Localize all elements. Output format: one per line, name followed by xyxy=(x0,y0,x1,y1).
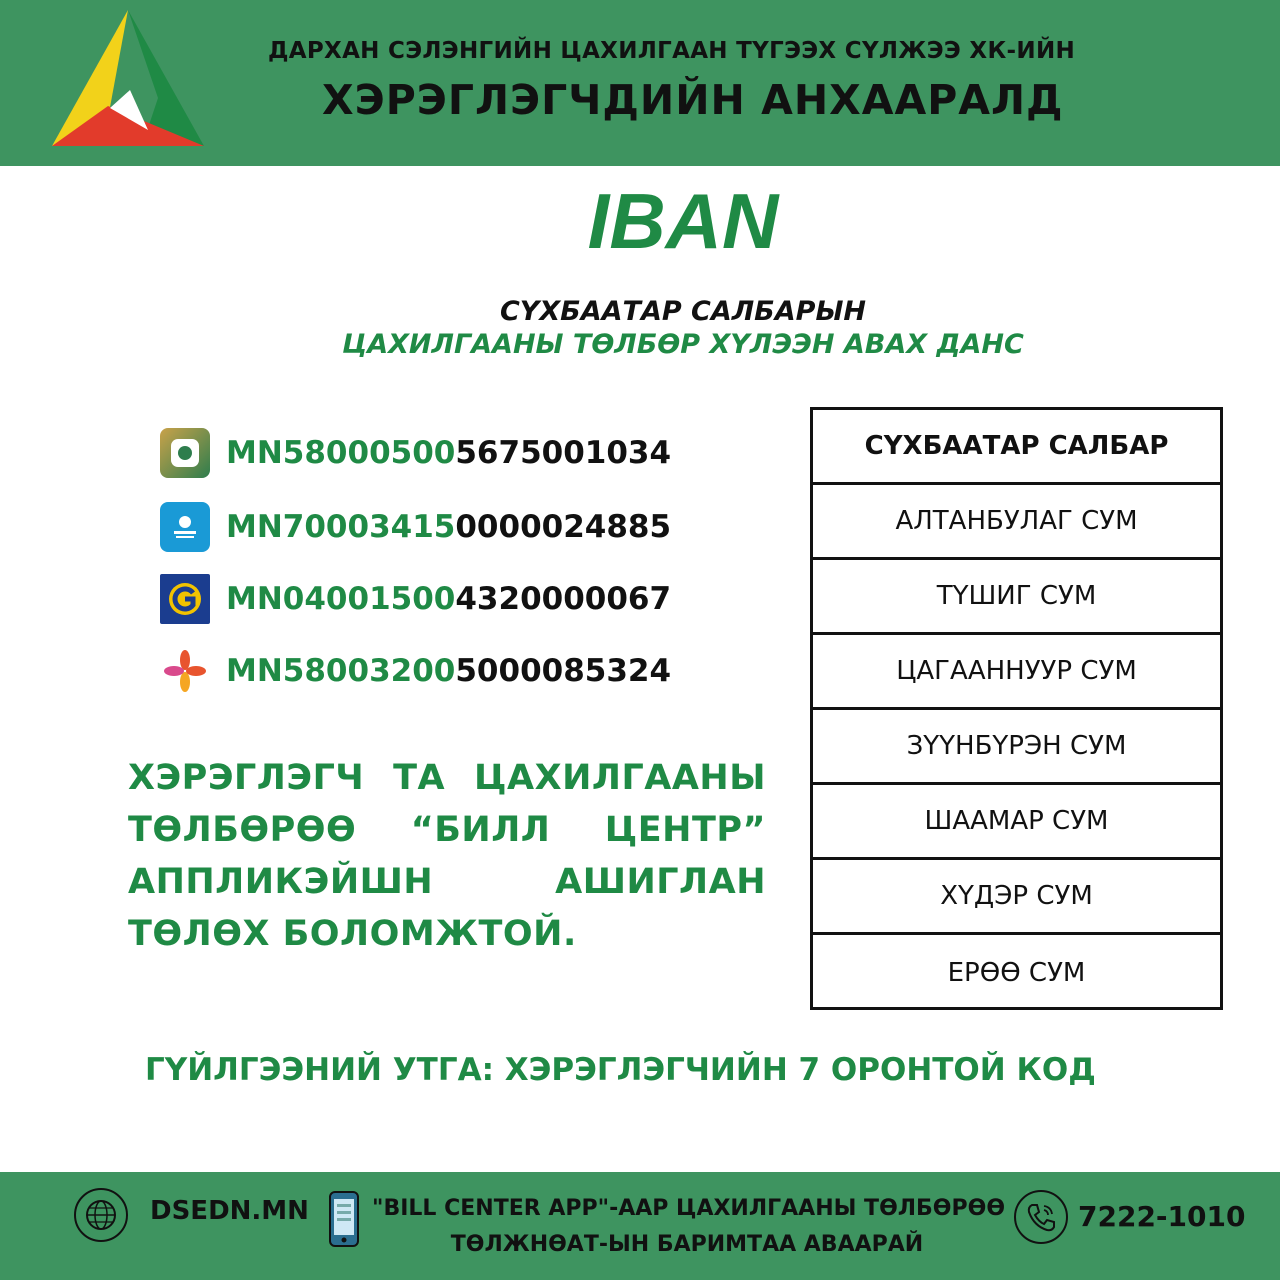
account-row xyxy=(160,574,671,624)
iban-number: MN700034150000024885 xyxy=(226,509,672,545)
table-header: СҮХБААТАР САЛБАР xyxy=(813,410,1220,485)
table-row: ТҮШИГ СУМ xyxy=(813,560,1220,635)
table-row: ЦАГААННУУР СУМ xyxy=(813,635,1220,710)
iban-heading: IBAN xyxy=(587,177,779,265)
website-link[interactable]: DSEDN.MN xyxy=(150,1196,309,1226)
subtitle-accounts: ЦАХИЛГААНЫ ТӨЛБӨР ХҮЛЭЭН АВАХ ДАНС xyxy=(342,329,1024,360)
golomt-bank-icon xyxy=(160,574,210,624)
table-row: ЗҮҮНБҮРЭН СУМ xyxy=(813,710,1220,785)
triangle-logo-icon xyxy=(48,8,208,152)
globe-icon xyxy=(72,1186,130,1244)
subtitle-branch: СҮХБААТАР САЛБАРЫН xyxy=(499,296,867,327)
company-name: ДАРХАН СЭЛЭНГИЙН ЦАХИЛГААН ТҮГЭЭХ СҮЛЖЭЭ ХК-ИЙН xyxy=(268,38,1076,64)
iban-number: MN040015004320000067 xyxy=(226,581,672,617)
phone-number[interactable]: 7222-1010 xyxy=(1078,1200,1246,1233)
table-row: АЛТАНБУЛАГ СУМ xyxy=(813,485,1220,560)
iban-number: MN580032005000085324 xyxy=(226,653,672,689)
account-row xyxy=(160,502,671,552)
khan-bank-icon xyxy=(160,428,210,478)
table-row: ЕРӨӨ СУМ xyxy=(947,957,1086,988)
bill-center-notice: ХЭРЭГЛЭГЧ ТА ЦАХИЛГААНЫ ТӨЛБӨРӨӨ “БИЛЛ ЦЕНТР” АППЛИКЭЙШН АШИГЛАН ТӨЛӨХ БОЛОМЖТОЙ. xyxy=(128,758,766,954)
phone-call-icon xyxy=(1012,1188,1070,1246)
account-row xyxy=(160,646,671,696)
footer-receipt-text: ТӨЛЖНӨАТ-ЫН БАРИМТАА АВААРАЙ xyxy=(450,1232,924,1257)
footer-app-text: "BILL CENTER APP"-ААР ЦАХИЛГААНЫ ТӨЛБӨРӨӨ xyxy=(372,1196,1006,1221)
state-bank-icon xyxy=(160,502,210,552)
smartphone-icon xyxy=(328,1190,360,1248)
branch-table xyxy=(810,407,1223,1010)
table-row: ШААМАР СУМ xyxy=(813,785,1220,860)
account-row xyxy=(160,428,671,478)
xac-bank-icon xyxy=(160,646,210,696)
table-row: ХҮДЭР СУМ xyxy=(813,860,1220,935)
payment-purpose: ГҮЙЛГЭЭНИЙ УТГА: ХЭРЭГЛЭГЧИЙН 7 ОРОНТОЙ КОД xyxy=(145,1052,1096,1088)
header-title: ХЭРЭГЛЭГЧДИЙН АНХААРАЛД xyxy=(322,76,1064,124)
iban-number: MN580005005675001034 xyxy=(226,435,672,471)
